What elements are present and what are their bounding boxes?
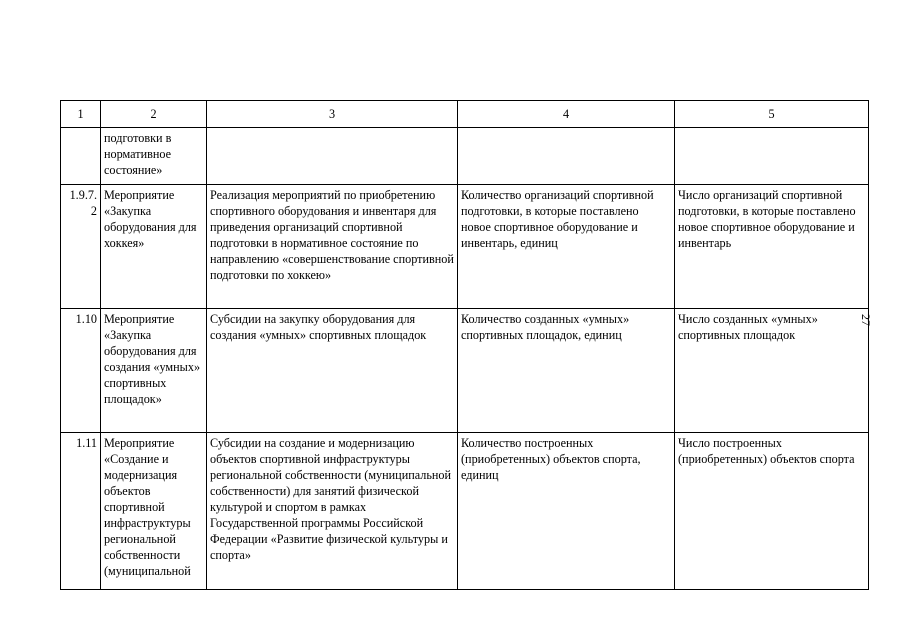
indicator-measure: Число созданных «умных» спортивных площадок: [675, 309, 869, 433]
table-row: [61, 185, 869, 309]
page-number: 27: [859, 314, 873, 326]
indicator-name: Количество созданных «умных» спортивных площадок, единиц: [458, 309, 675, 433]
header-col-2: 2: [101, 101, 207, 128]
measure-name: Мероприятие «Закупка оборудования для создания «умных» спортивных площадок»: [101, 309, 207, 433]
measures-table: [60, 100, 869, 590]
row-number: 1.11: [61, 433, 101, 590]
measure-description: Субсидии на создание и модернизацию объектов спортивной инфраструктуры региональной собственности (муниципальной собственности) для занятий физической культурой и спортом в рамках Государственной программы Российской Федерации «Развитие физической культуры и спорта»: [207, 433, 458, 590]
row-number: [61, 128, 101, 185]
indicator-measure: [675, 128, 869, 185]
indicator-name: [458, 128, 675, 185]
row-number: 1.9.7.2: [61, 185, 101, 309]
indicator-name: Количество организаций спортивной подготовки, в которые поставлено новое спортивное оборудование и инвентарь, единиц: [458, 185, 675, 309]
table-row: [61, 128, 869, 185]
indicator-measure: Число построенных (приобретенных) объектов спорта: [675, 433, 869, 590]
header-col-3: 3: [207, 101, 458, 128]
header-row: [61, 101, 869, 128]
indicator-name: Количество построенных (приобретенных) объектов спорта, единиц: [458, 433, 675, 590]
table-row: [61, 309, 869, 433]
header-col-1: 1: [61, 101, 101, 128]
measure-name: подготовки в нормативное состояние»: [101, 128, 207, 185]
row-number: 1.10: [61, 309, 101, 433]
header-col-5: 5: [675, 101, 869, 128]
measure-description: [207, 128, 458, 185]
header-col-4: 4: [458, 101, 675, 128]
measure-name: Мероприятие «Создание и модернизация объектов спортивной инфраструктуры региональной собственности (муниципальной: [101, 433, 207, 590]
measure-description: Субсидии на закупку оборудования для создания «умных» спортивных площадок: [207, 309, 458, 433]
measure-description: Реализация мероприятий по приобретению спортивного оборудования и инвентаря для приведения организаций спортивной подготовки в нормативное состояние по направлению «совершенствование спортивной подготовки по хоккею»: [207, 185, 458, 309]
indicator-measure: Число организаций спортивной подготовки, в которые поставлено новое спортивное оборудование и инвентарь: [675, 185, 869, 309]
measure-name: Мероприятие «Закупка оборудования для хоккея»: [101, 185, 207, 309]
table-row: [61, 433, 869, 590]
